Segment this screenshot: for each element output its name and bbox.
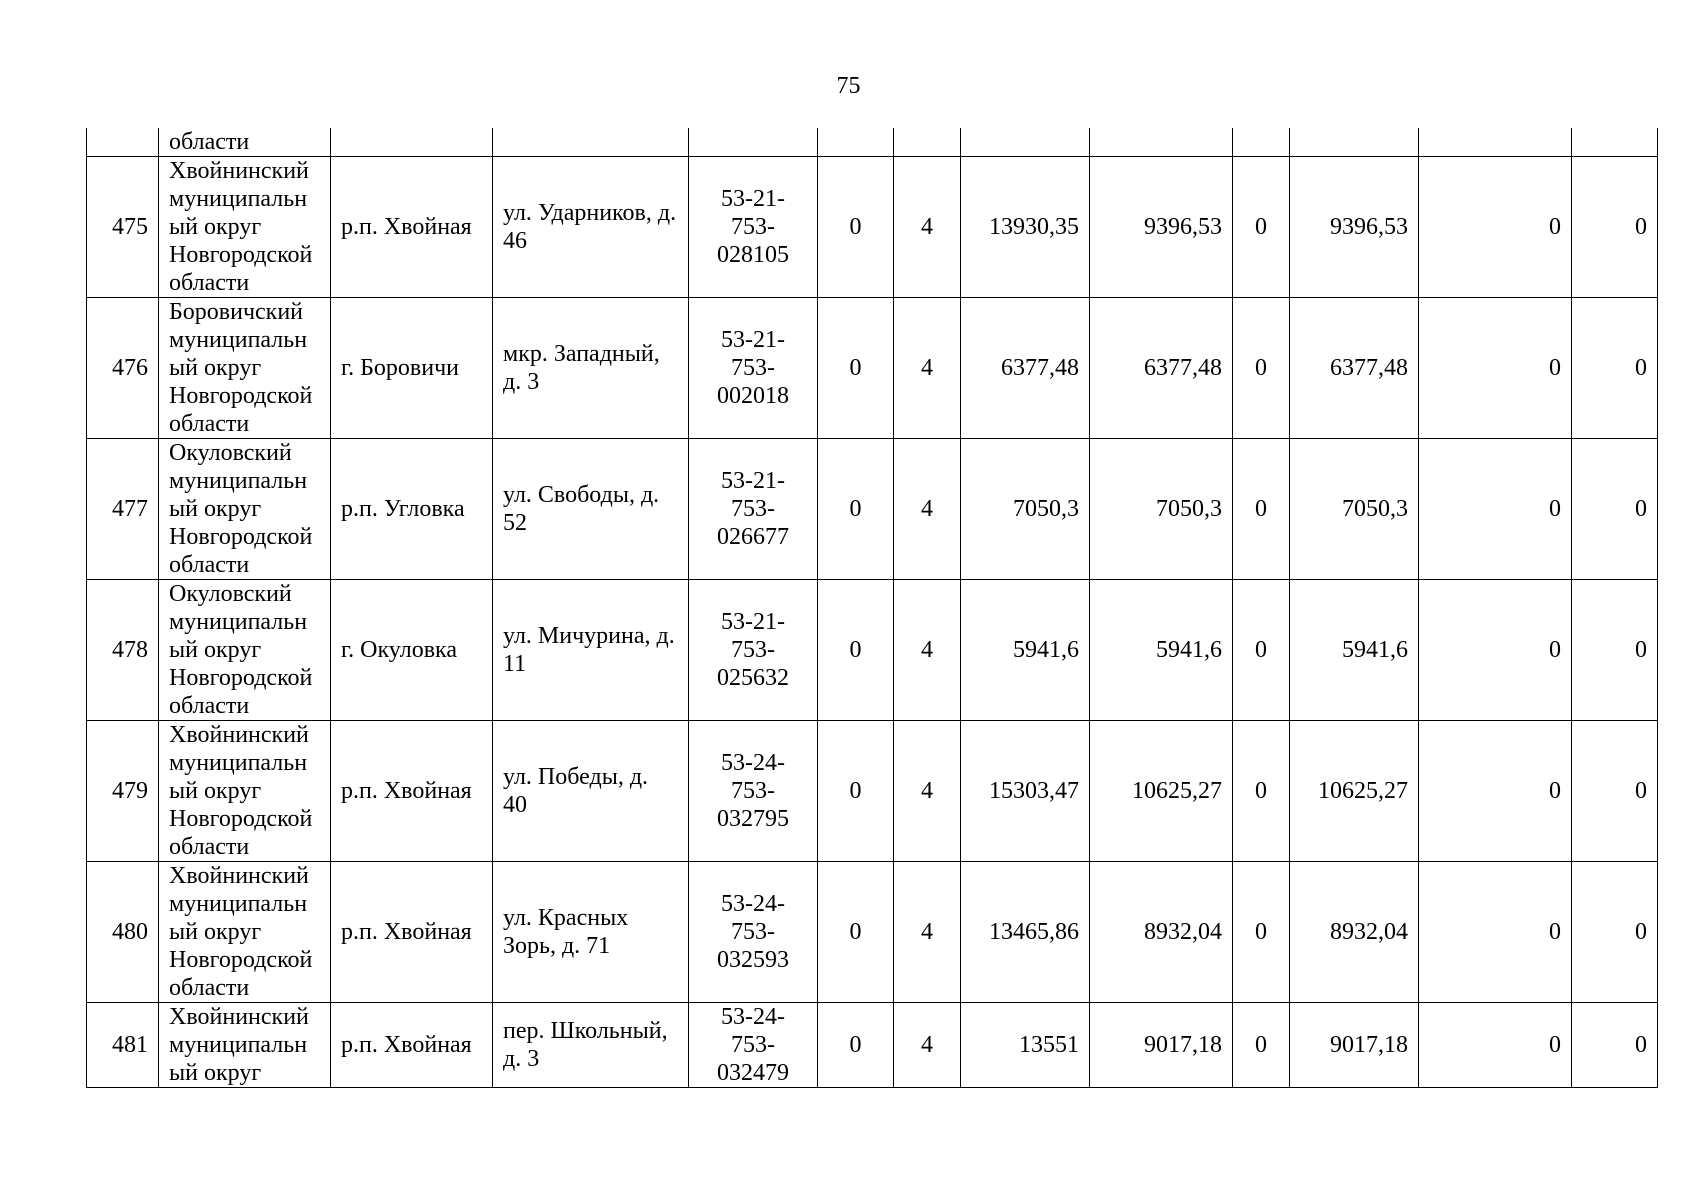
cell-code [689, 128, 818, 157]
cell-c7: 5941,6 [961, 580, 1090, 721]
cell-c9: 0 [1233, 862, 1290, 1003]
cell-c6: 4 [894, 1003, 961, 1088]
cell-code [689, 157, 818, 298]
table-body [87, 128, 1658, 1088]
municipality-line: Новгородской [169, 242, 313, 268]
cell-c11: 0 [1419, 721, 1572, 862]
cell-c12 [1572, 128, 1658, 157]
cell-c10: 10625,27 [1290, 721, 1419, 862]
cell-c6: 4 [894, 439, 961, 580]
cell-c11: 0 [1419, 1003, 1572, 1088]
code-line: 025632 [717, 665, 789, 691]
cell-c5: 0 [818, 862, 894, 1003]
cell-code [689, 1003, 818, 1088]
code-line: 753- [731, 778, 775, 804]
code-line: 032593 [717, 947, 789, 973]
code-line: 53-21- [721, 468, 785, 494]
municipality-line: области [169, 975, 250, 1001]
cell-settlement: р.п. Угловка [331, 439, 493, 580]
code-line: 53-24- [721, 1004, 785, 1030]
cell-c12: 0 [1572, 298, 1658, 439]
cell-c9 [1233, 128, 1290, 157]
code-line: 53-21- [721, 327, 785, 353]
cell-c11 [1419, 128, 1572, 157]
code-line: 753- [731, 214, 775, 240]
municipality-line: ый округ [169, 778, 262, 804]
cell-settlement: г. Боровичи [331, 298, 493, 439]
municipality-line: Хвойнинский [169, 158, 309, 184]
page-number: 75 [836, 73, 861, 99]
cell-municipality [159, 298, 331, 439]
continuation-row [87, 128, 1658, 157]
cell-c6: 4 [894, 157, 961, 298]
cell-municipality [159, 721, 331, 862]
municipality-line: Окуловский [169, 581, 292, 607]
code-line: 002018 [717, 383, 789, 409]
code-line: 753- [731, 919, 775, 945]
cell-c5: 0 [818, 580, 894, 721]
cell-settlement: р.п. Хвойная [331, 157, 493, 298]
cell-code [689, 580, 818, 721]
table-row [87, 439, 1658, 580]
municipality-line: Новгородской [169, 665, 313, 691]
municipality-line: ый округ [169, 355, 262, 381]
cell-address: ул. Ударников, д. 46 [493, 157, 689, 298]
municipality-line: области [169, 270, 250, 296]
cell-c11: 0 [1419, 439, 1572, 580]
cell-c10 [1290, 128, 1419, 157]
cell-c10: 9396,53 [1290, 157, 1419, 298]
cell-c10: 5941,6 [1290, 580, 1419, 721]
cell-municipality [159, 439, 331, 580]
code-line: 032795 [717, 806, 789, 832]
cell-address: ул. Мичурина, д. 11 [493, 580, 689, 721]
cell-c10: 8932,04 [1290, 862, 1419, 1003]
cell-c6: 4 [894, 580, 961, 721]
cell-settlement: р.п. Хвойная [331, 721, 493, 862]
municipality-line: муниципальн [169, 891, 308, 917]
cell-c11: 0 [1419, 580, 1572, 721]
cell-municipality [159, 157, 331, 298]
cell-row-number: 478 [87, 580, 159, 721]
cell-c5: 0 [818, 1003, 894, 1088]
cell-row-number: 477 [87, 439, 159, 580]
municipality-line: области [169, 411, 250, 437]
cell-c7: 6377,48 [961, 298, 1090, 439]
cell-c9: 0 [1233, 1003, 1290, 1088]
cell-code [689, 862, 818, 1003]
municipality-line: Новгородской [169, 524, 313, 550]
cell-c10: 7050,3 [1290, 439, 1419, 580]
municipality-line: Хвойнинский [169, 1004, 309, 1030]
cell-c9: 0 [1233, 580, 1290, 721]
cell-c5 [818, 128, 894, 157]
code-line: 753- [731, 637, 775, 663]
cell-code [689, 298, 818, 439]
cell-c7: 7050,3 [961, 439, 1090, 580]
municipality-line: ый округ [169, 1060, 262, 1086]
cell-c12: 0 [1572, 580, 1658, 721]
code-line: 753- [731, 496, 775, 522]
cell-c10: 6377,48 [1290, 298, 1419, 439]
municipality-line: Новгородской [169, 806, 313, 832]
cell-c8: 6377,48 [1090, 298, 1233, 439]
cell-c8 [1090, 128, 1233, 157]
code-line: 53-21- [721, 609, 785, 635]
code-line: 753- [731, 355, 775, 381]
code-line: 028105 [717, 242, 789, 268]
cell-c7 [961, 128, 1090, 157]
cell-c8: 9017,18 [1090, 1003, 1233, 1088]
cell-n [87, 128, 159, 157]
table-row [87, 1003, 1658, 1088]
cell-c8: 8932,04 [1090, 862, 1233, 1003]
cell-c6: 4 [894, 298, 961, 439]
table-row [87, 298, 1658, 439]
cell-c5: 0 [818, 298, 894, 439]
cell-settlement [331, 128, 493, 157]
cell-settlement: р.п. Хвойная [331, 1003, 493, 1088]
cell-c11: 0 [1419, 862, 1572, 1003]
cell-municipality [159, 1003, 331, 1088]
cell-address [493, 128, 689, 157]
table-row [87, 580, 1658, 721]
code-line: 53-24- [721, 750, 785, 776]
cell-c12: 0 [1572, 439, 1658, 580]
table-row [87, 862, 1658, 1003]
code-line: 53-21- [721, 186, 785, 212]
cell-c12: 0 [1572, 157, 1658, 298]
cell-municipality [159, 862, 331, 1003]
municipality-line: муниципальн [169, 327, 308, 353]
code-line: 753- [731, 1032, 775, 1058]
cell-row-number: 481 [87, 1003, 159, 1088]
cell-settlement: р.п. Хвойная [331, 862, 493, 1003]
cell-c12: 0 [1572, 721, 1658, 862]
municipality-line: Боровичский [169, 299, 304, 325]
code-line: 032479 [717, 1060, 789, 1086]
code-line: 026677 [717, 524, 789, 550]
cell-code [689, 439, 818, 580]
municipality-line: области [169, 693, 250, 719]
cell-c7: 13930,35 [961, 157, 1090, 298]
municipality-line: ый округ [169, 919, 262, 945]
cell-c6: 4 [894, 862, 961, 1003]
cell-c7: 15303,47 [961, 721, 1090, 862]
cell-row-number: 475 [87, 157, 159, 298]
municipality-line: Хвойнинский [169, 863, 309, 889]
cell-c11: 0 [1419, 157, 1572, 298]
municipality-line: Окуловский [169, 440, 292, 466]
cell-c9: 0 [1233, 721, 1290, 862]
cell-municipality [159, 580, 331, 721]
cell-row-number: 476 [87, 298, 159, 439]
municipality-line: ый округ [169, 496, 262, 522]
cell-c6 [894, 128, 961, 157]
municipality-line: области [169, 834, 250, 860]
cell-c12: 0 [1572, 862, 1658, 1003]
cell-c6: 4 [894, 721, 961, 862]
cell-row-number: 480 [87, 862, 159, 1003]
cell-c11: 0 [1419, 298, 1572, 439]
municipality-line: Новгородской [169, 383, 313, 409]
cell-c8: 5941,6 [1090, 580, 1233, 721]
municipality-line: муниципальн [169, 186, 308, 212]
cell-address: мкр. Западный, д. 3 [493, 298, 689, 439]
cell-c8: 10625,27 [1090, 721, 1233, 862]
cell-code [689, 721, 818, 862]
cell-municipality: области [159, 128, 331, 157]
cell-address: пер. Школьный, д. 3 [493, 1003, 689, 1088]
cell-c9: 0 [1233, 298, 1290, 439]
municipality-line: муниципальн [169, 1032, 308, 1058]
cell-address: ул. Свободы, д. 52 [493, 439, 689, 580]
cell-c7: 13551 [961, 1003, 1090, 1088]
municipality-line: Новгородской [169, 947, 313, 973]
municipality-line: ый округ [169, 214, 262, 240]
table-row [87, 157, 1658, 298]
cell-c5: 0 [818, 721, 894, 862]
cell-c9: 0 [1233, 157, 1290, 298]
cell-row-number: 479 [87, 721, 159, 862]
cell-c8: 9396,53 [1090, 157, 1233, 298]
housing-registry-table [86, 128, 1658, 1088]
municipality-line: муниципальн [169, 750, 308, 776]
cell-c8: 7050,3 [1090, 439, 1233, 580]
municipality-line: ый округ [169, 637, 262, 663]
cell-c12: 0 [1572, 1003, 1658, 1088]
cell-c9: 0 [1233, 439, 1290, 580]
table-row [87, 721, 1658, 862]
cell-address: ул. Красных Зорь, д. 71 [493, 862, 689, 1003]
cell-settlement: г. Окуловка [331, 580, 493, 721]
code-line: 53-24- [721, 891, 785, 917]
cell-c5: 0 [818, 157, 894, 298]
cell-c7: 13465,86 [961, 862, 1090, 1003]
municipality-line: области [169, 552, 250, 578]
cell-c10: 9017,18 [1290, 1003, 1419, 1088]
cell-address: ул. Победы, д. 40 [493, 721, 689, 862]
municipality-line: муниципальн [169, 468, 308, 494]
municipality-line: муниципальн [169, 609, 308, 635]
municipality-line: Хвойнинский [169, 722, 309, 748]
cell-c5: 0 [818, 439, 894, 580]
